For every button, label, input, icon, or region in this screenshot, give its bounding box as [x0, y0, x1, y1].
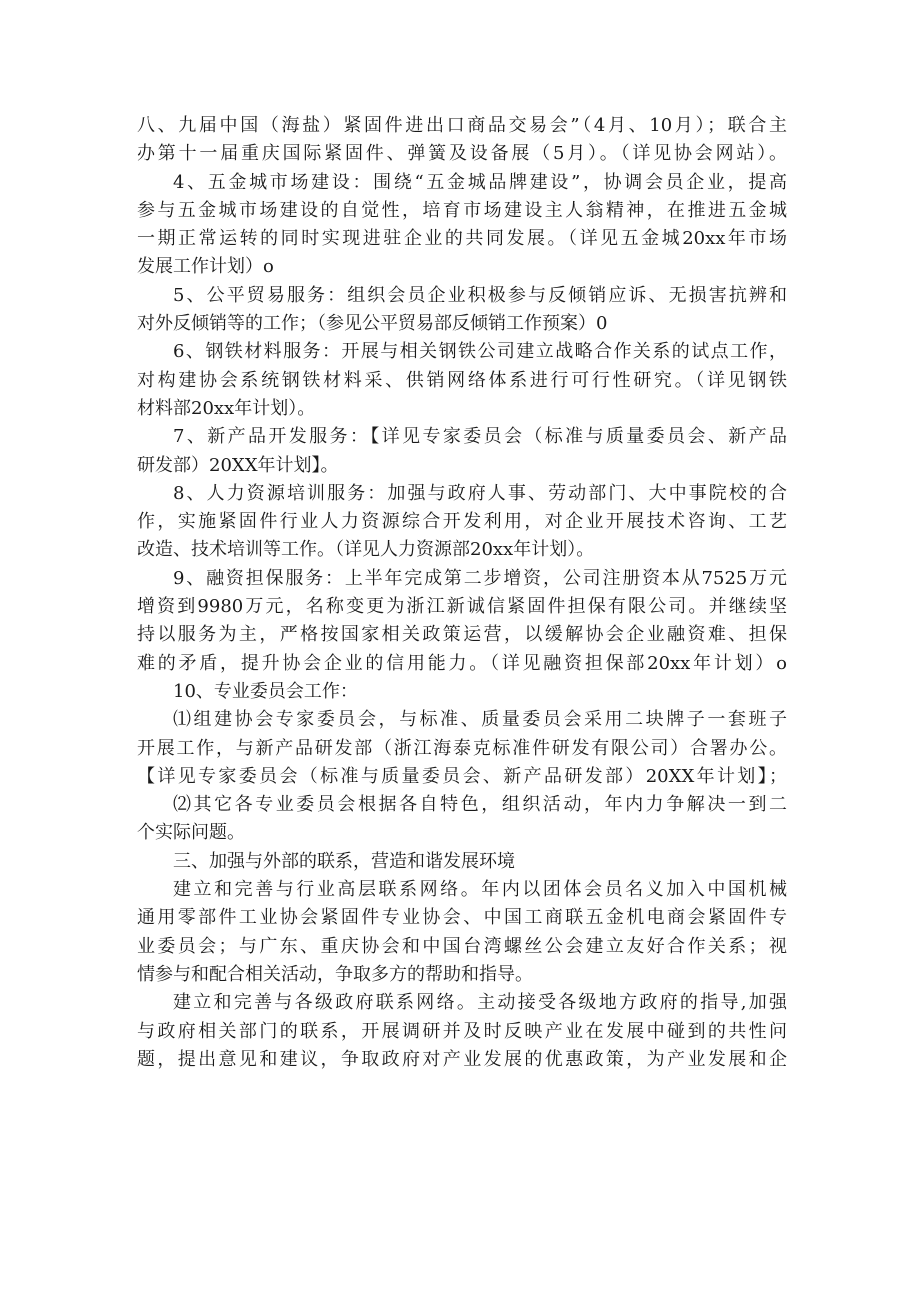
text-line: 难的矛盾，提升协会企业的信用能力。（详见融资担保部20xx年计划）o — [137, 652, 787, 674]
text-line: 研发部）20XX年计划】。 — [137, 454, 339, 476]
text-line: 对构建协会系统钢铁材料采、供销网络体系进行可行性研究。（详见钢铁 — [137, 369, 787, 391]
text-line: 通用零部件工业协会紧固件专业协会、中国工商联五金机电商会紧固件专 — [137, 907, 787, 929]
text-line: 建立和完善与行业高层联系网络。年内以团体会员名义加入中国机械 — [173, 879, 787, 901]
text-line: 10、专业委员会工作： — [173, 680, 358, 702]
text-line: 建立和完善与各级政府联系网络。主动接受各级地方政府的指导,加强 — [173, 992, 787, 1014]
text-line: 三、加强与外部的联系，营造和谐发展环境 — [173, 850, 515, 872]
text-line: 业委员会；与广东、重庆协会和中国台湾螺丝公会建立友好合作关系；视 — [137, 935, 787, 957]
text-line: 8、人力资源培训服务：加强与政府人事、劳动部门、大中事院校的合 — [173, 482, 787, 504]
text-line: 【详见专家委员会（标准与质量委员会、新产品研发部）20XX年计划】； — [137, 765, 787, 787]
text-line: 持以服务为主，严格按国家相关政策运营，以缓解协会企业融资难、担保 — [137, 624, 787, 646]
text-line: 与政府相关部门的联系，开展调研并及时反映产业在发展中碰到的共性问 — [137, 1020, 787, 1042]
text-line: 办第十一届重庆国际紧固件、弹簧及设备展（5月）。（详见协会网站）。 — [137, 143, 787, 165]
text-line: 开展工作，与新产品研发部（浙江海泰克标准件研发有限公司）合署办公。 — [137, 737, 787, 759]
text-line: 参与五金城市场建设的自觉性，培育市场建设主人翁精神，在推进五金城 — [137, 199, 787, 221]
text-line: 发展工作计划）o — [137, 256, 274, 278]
text-line: 7、新产品开发服务：【详见专家委员会（标准与质量委员会、新产品 — [173, 426, 787, 448]
text-line: 5、公平贸易服务：组织会员企业积极参与反倾销应诉、无损害抗辨和 — [173, 284, 787, 306]
text-line: ⑴组建协会专家委员会，与标准、质量委员会采用二块牌子一套班子 — [173, 709, 787, 731]
document-body — [137, 112, 787, 1074]
text-line: 6、钢铁材料服务：开展与相关钢铁公司建立战略合作关系的试点工作， — [173, 341, 787, 363]
text-line: 作，实施紧固件行业人力资源综合开发利用，对企业开展技术咨询、工艺 — [137, 511, 787, 533]
text-line: 八、九届中国（海盐）紧固件进出口商品交易会”（4月、10月）；联合主 — [137, 115, 787, 136]
text-line: 对外反倾销等的工作；（参见公平贸易部反倾销工作预案）0 — [137, 313, 608, 335]
text-line: 改造、技术培训等工作。（详见人力资源部20xx年计划）。 — [137, 539, 595, 561]
text-line: 个实际问题。 — [137, 822, 245, 844]
text-line: 情参与和配合相关活动，争取多方的帮助和指导。 — [137, 963, 533, 985]
text-line: 增资到9980万元，名称变更为浙江新诚信紧固件担保有限公司。并继续坚 — [137, 596, 787, 618]
text-line: 4、五金城市场建设：围绕“五金城品牌建设”，协调会员企业，提高 — [173, 171, 787, 193]
text-line: 材料部20xx年计划）。 — [137, 397, 316, 419]
text-line: 题，提出意见和建议，争取政府对产业发展的优惠政策，为产业发展和企 — [137, 1048, 787, 1070]
text-line: 一期正常运转的同时实现进驻企业的共同发展。（详见五金城20xx年市场 — [137, 228, 787, 250]
text-line: 9、融资担保服务：上半年完成第二步增资，公司注册资本从7525万元 — [173, 567, 787, 589]
text-line: ⑵其它各专业委员会根据各自特色，组织活动，年内力争解决一到二 — [173, 794, 787, 816]
